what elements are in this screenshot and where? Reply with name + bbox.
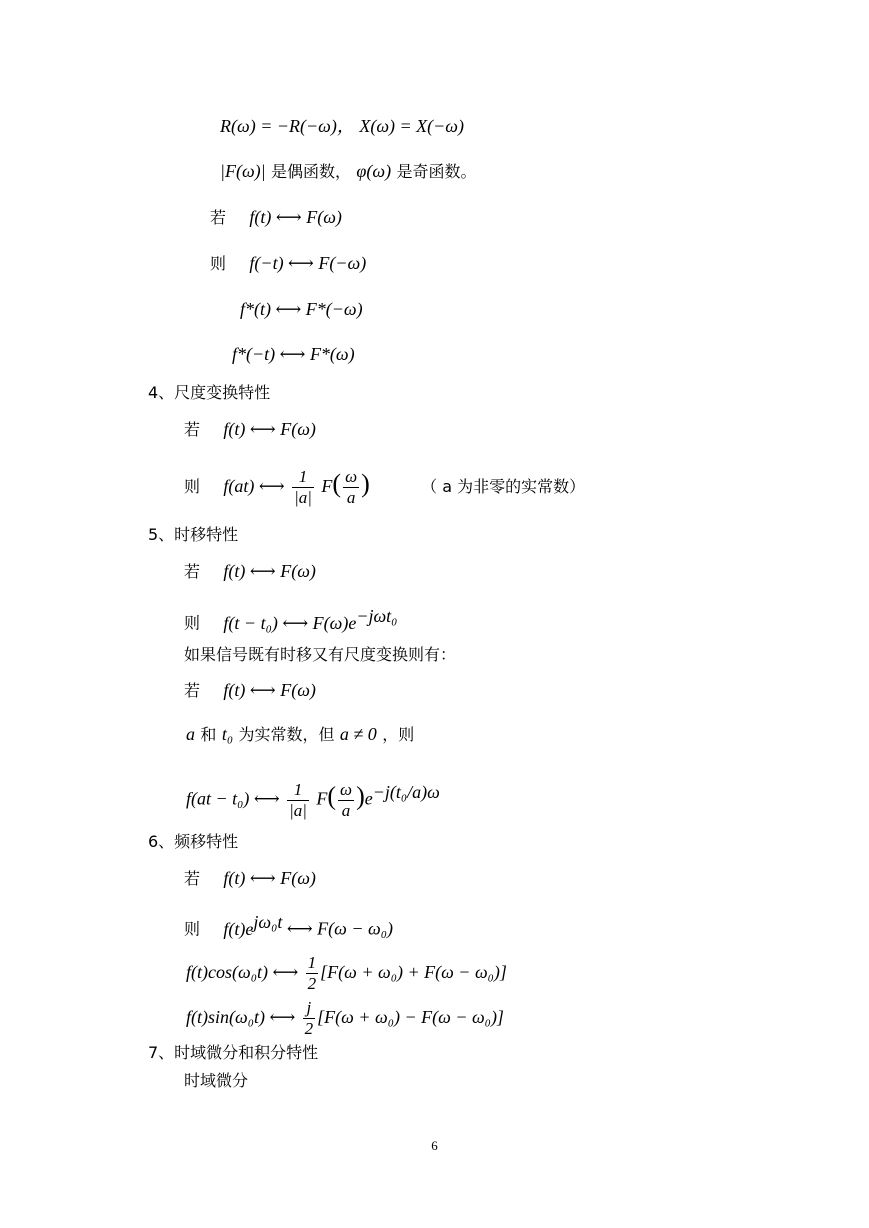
frequency-shift-rhs: ⟷ F(ω − ω₀) bbox=[282, 918, 393, 939]
transform-pair: f(−t) ⟷ F(−ω) bbox=[249, 253, 367, 273]
time-shift-pair: f(t − t₀) ⟷ F(ω)e bbox=[223, 612, 357, 633]
shift-scale-lhs: f(at − t₀) ⟷ bbox=[186, 788, 280, 809]
time-shift-equation bbox=[184, 604, 398, 633]
combined-shift-scale-text: 如果信号既有时移又有尺度变换则有： bbox=[184, 645, 457, 664]
real-constant-text: 为实常数，但 bbox=[238, 725, 335, 744]
conjugate-pair-1: f*(t) ⟷ F*(−ω) bbox=[240, 299, 363, 319]
scaling-note: （ a 为非零的实常数） bbox=[421, 477, 586, 496]
shift-scale-equation: f(at − t₀) ⟷ $\frac{1}{|a|}$ F( $\frac{\omega}{a}$ )$e^{-j(t_0/a)\omega}$ bbox=[186, 779, 440, 820]
if-line-3 bbox=[184, 559, 316, 583]
shift-scale-fraction bbox=[287, 780, 309, 821]
then-label: 则 bbox=[184, 919, 201, 939]
then-label: 则 bbox=[210, 254, 227, 273]
transform-pair: f(t) ⟷ F(ω) bbox=[249, 207, 342, 227]
section-heading-6: 6、频移特性 bbox=[148, 832, 239, 851]
transform-pair: f(t) ⟷ F(ω) bbox=[223, 868, 316, 888]
fraction-denominator: 2 bbox=[307, 974, 317, 993]
transform-pair: f(t) ⟷ F(ω) bbox=[223, 680, 316, 700]
fraction-numerator: j bbox=[303, 998, 316, 1019]
equation-real-imag-parity: R(ω) = −R(−ω)， X(ω) = X(−ω) bbox=[220, 116, 465, 136]
fraction-denominator: |a| bbox=[294, 488, 312, 507]
then-line-1 bbox=[210, 251, 366, 275]
transform-pair: f(t) ⟷ F(ω) bbox=[223, 419, 316, 439]
nonzero-condition: a ≠ 0 bbox=[339, 724, 377, 744]
if-label: 若 bbox=[184, 681, 201, 700]
fraction-numerator: 1 bbox=[287, 780, 309, 801]
if-line-1 bbox=[210, 205, 342, 229]
phase-spectrum: φ(ω) bbox=[356, 161, 392, 181]
section-heading-4: 4、尺度变换特性 bbox=[148, 383, 271, 402]
then-label: 则 bbox=[184, 477, 201, 496]
cosine-lhs: f(t)cos(ω₀t) ⟷ bbox=[186, 962, 299, 982]
j-half-fraction bbox=[303, 998, 316, 1039]
section-heading-5: 5、时移特性 bbox=[148, 525, 239, 544]
magnitude-spectrum: |F(ω)| bbox=[220, 161, 266, 181]
sine-lhs: f(t)sin(ω₀t) ⟷ bbox=[186, 1007, 296, 1027]
scaling-fraction bbox=[292, 467, 314, 508]
fraction-numerator: ω bbox=[340, 779, 353, 799]
sine-modulation-equation bbox=[186, 995, 504, 1039]
fraction-numerator: ω bbox=[345, 467, 358, 486]
page-number: 6 bbox=[431, 1138, 438, 1153]
cosine-rhs: [F(ω + ω₀) + F(ω − ω₀)] bbox=[320, 962, 507, 982]
spectrum-symbol: F bbox=[321, 476, 333, 496]
transform-pair: f(t) ⟷ F(ω) bbox=[223, 561, 316, 581]
frequency-shift-exponent: jω₀t bbox=[253, 912, 283, 932]
time-shift-exponent: −jωt₀ bbox=[356, 606, 398, 626]
then-text: ，则 bbox=[382, 725, 415, 744]
even-function-text: 是偶函数， bbox=[271, 162, 352, 181]
then-label: 则 bbox=[184, 613, 201, 633]
section-heading-7: 7、时域微分和积分特性 bbox=[148, 1043, 319, 1062]
parity-statement bbox=[220, 159, 477, 183]
spectrum-symbol: F bbox=[316, 788, 328, 809]
odd-function-text: 是奇函数。 bbox=[396, 162, 477, 181]
conjugate-pair-2: f*(−t) ⟷ F*(ω) bbox=[232, 344, 355, 364]
if-line-5 bbox=[184, 866, 316, 890]
sine-rhs: [F(ω + ω₀) − F(ω − ω₀)] bbox=[317, 1007, 504, 1027]
if-line-4 bbox=[184, 678, 316, 702]
if-label: 若 bbox=[184, 420, 201, 439]
if-line-2 bbox=[184, 417, 316, 441]
if-label: 若 bbox=[210, 208, 227, 227]
exponential-base: e bbox=[364, 788, 373, 809]
time-differentiation-subheading: 时域微分 bbox=[184, 1071, 249, 1090]
and-text: 和 bbox=[200, 725, 217, 744]
fraction-denominator: |a| bbox=[289, 800, 307, 820]
fraction-numerator: 1 bbox=[307, 953, 317, 972]
scaled-frequency-fraction bbox=[343, 467, 359, 508]
condition-line bbox=[186, 722, 414, 746]
fraction-denominator: 2 bbox=[304, 1019, 314, 1038]
cosine-modulation-equation bbox=[186, 950, 507, 994]
half-fraction bbox=[306, 953, 319, 994]
variable-a: a bbox=[186, 724, 195, 744]
variable-t0: t₀ bbox=[221, 724, 234, 744]
scaling-lhs: f(at) ⟷ bbox=[223, 476, 285, 496]
fraction-denominator: a bbox=[346, 488, 356, 507]
if-label: 若 bbox=[184, 562, 201, 581]
frequency-shift-lhs: f(t)e bbox=[223, 918, 254, 939]
fraction-denominator: a bbox=[341, 800, 351, 820]
if-label: 若 bbox=[184, 869, 201, 888]
frequency-shift-equation bbox=[184, 910, 393, 939]
shift-scale-exponent: −j(t₀/a)ω bbox=[372, 782, 440, 802]
fraction-numerator: 1 bbox=[292, 467, 314, 488]
scaling-equation: 则 f(at) ⟷ $\frac{1}{|a|}$ F( $\frac{\omega}{a}$ ) （ a 为非零的实常数） bbox=[184, 467, 586, 507]
scaled-frequency-fraction bbox=[338, 780, 354, 821]
